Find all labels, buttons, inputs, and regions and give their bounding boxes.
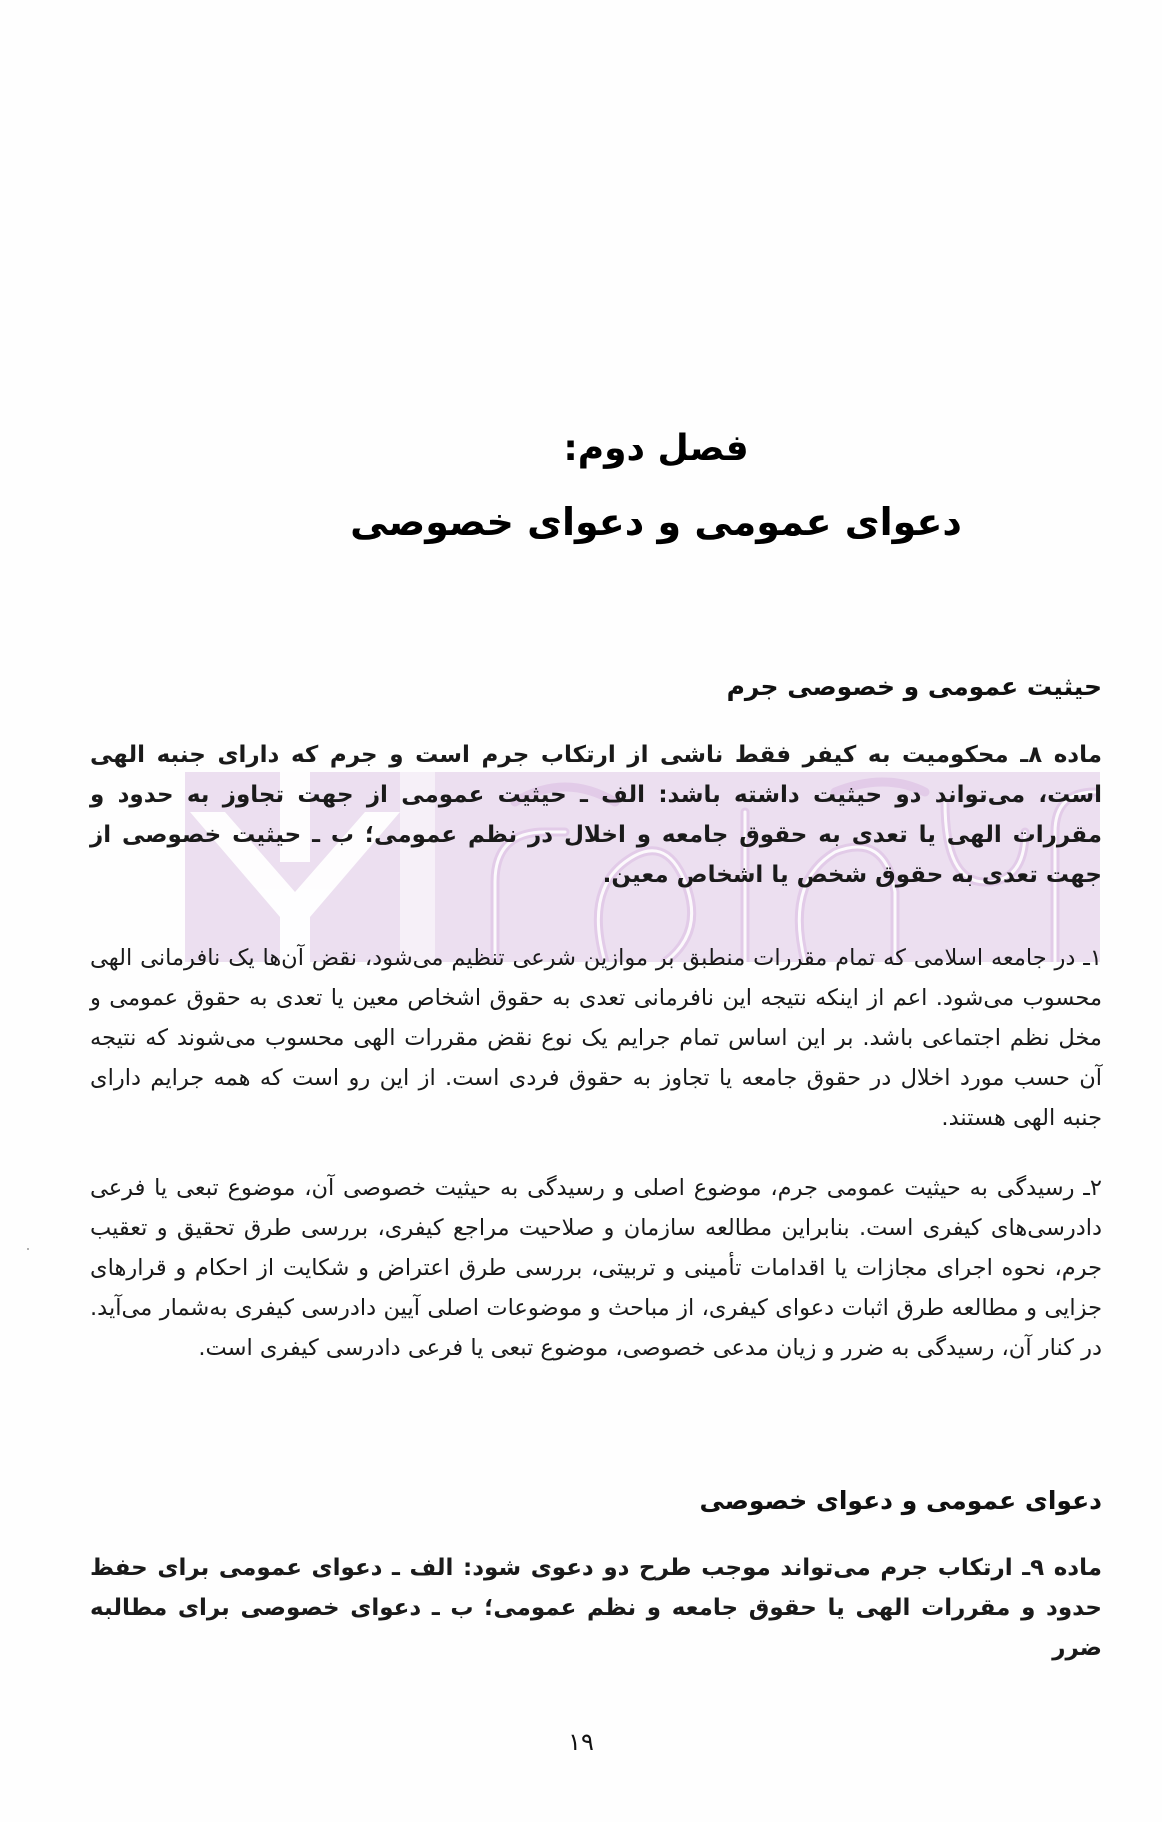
section-heading: دعوای عمومی و دعوای خصوصی [699,1486,1102,1515]
article-8-text: ماده ۸ـ محکومیت به کیفر فقط ناشی از ارتکاب جرم است و جرم که دارای جنبه الهی است، می‌تواند دو حیثیت داشته باشد: الف ـ حیثیت عمومی از جهت تجاوز به حدود و مقررات الهی یا تعدی به حقوق جامعه و اخلال در نظم عمومی؛ ب ـ حیثیت خصوصی از جهت تعدی به حقوق شخص یا اشخاص معین. [90,742,1102,888]
section-heading: حیثیت عمومی و خصوصی جرم [726,672,1102,701]
chapter-title: دعوای عمومی و دعوای خصوصی [350,500,962,544]
scan-speck [27,1248,29,1250]
commentary-note-2: ۲ـ رسیدگی به حیثیت عمومی جرم، موضوع اصلی و رسیدگی به حیثیت خصوصی آن، موضوع تبعی یا فرعی دادرسی‌های کیفری است. بنابراین مطالعه سازمان و صلاحیت مراجع کیفری، بررسی طرق تحقیق و تعقیب جرم، نحوه اجرای مجازات یا اقدامات تأمینی و تربیتی، بررسی طرق اعتراض و شکایت از احکام و قرارهای جزایی و مطالعه طرق اثبات دعوای کیفری، از مباحث و موضوعات اصلی آیین دادرسی کیفری به‌شمار می‌آید. در کنار آن، رسیدگی به ضرر و زیان مدعی خصوصی، موضوع تبعی یا فرعی دادرسی کیفری است. [90,1175,1102,1361]
page-number: ۱۹ [568,1728,594,1756]
chapter-label: فصل دوم: [563,428,749,469]
commentary-note-1: ۱ـ در جامعه اسلامی که تمام مقررات منطبق بر موازین شرعی تنظیم می‌شود، نقض آن‌ها یک نافرمانی الهی محسوب می‌شود. اعم از اینکه نتیجه این نافرمانی تعدی به حقوق اشخاص معین یا تعدی به حقوق عمومی و مخل نظم اجتماعی باشد. بر این اساس تمام جرایم یک نوع نقض مقررات الهی محسوب می‌شوند که نتیجه آن حسب مورد اخلال در حقوق جامعه یا تجاوز به حقوق فردی است. از این رو است که همه جرایم دارای جنبه الهی هستند. [90,945,1102,1131]
article-9-text: ماده ۹ـ ارتکاب جرم می‌تواند موجب طرح دو دعوی شود: الف ـ دعوای عمومی برای حفظ حدود و مقررات الهی یا حقوق جامعه و نظم عمومی؛ ب ـ دعوای خصوصی برای مطالبه ضرر [90,1555,1102,1661]
